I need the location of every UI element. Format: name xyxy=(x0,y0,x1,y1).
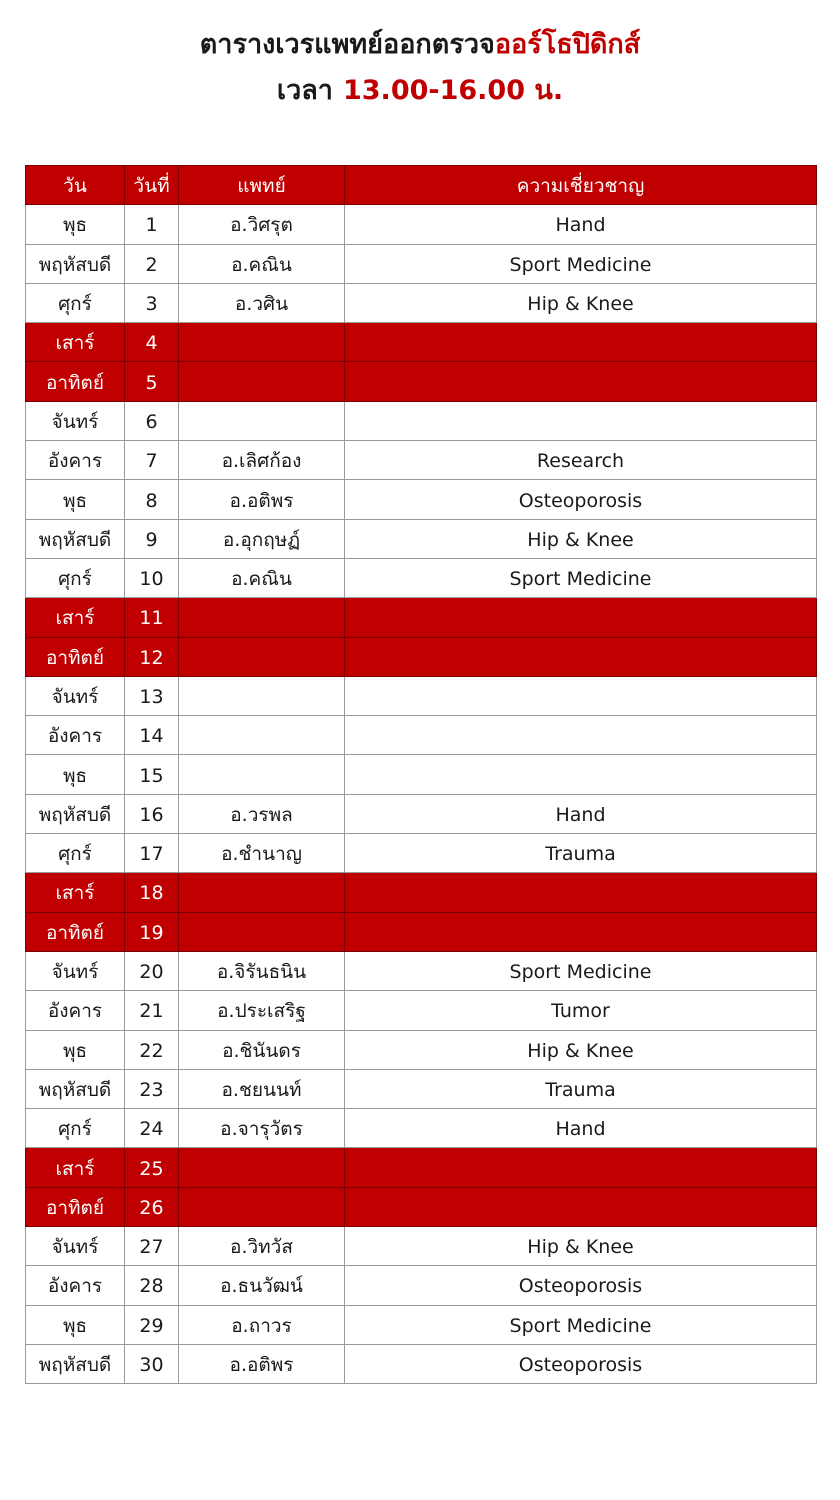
table-row xyxy=(26,1109,817,1148)
cell-doctor xyxy=(179,1187,345,1226)
cell-date: 11 xyxy=(125,598,179,637)
cell-date: 22 xyxy=(125,1030,179,1069)
cell-date: 14 xyxy=(125,716,179,755)
table-row-weekend xyxy=(26,637,817,676)
cell-specialty: Hand xyxy=(345,794,817,833)
cell-day: พุธ xyxy=(26,480,125,519)
table-row xyxy=(26,991,817,1030)
table-row xyxy=(26,244,817,283)
cell-date: 17 xyxy=(125,834,179,873)
cell-doctor: อ.จิรันธนิน xyxy=(179,951,345,990)
cell-specialty: Hand xyxy=(345,205,817,244)
cell-specialty: Research xyxy=(345,441,817,480)
schedule-title xyxy=(0,22,840,114)
table-row-weekend xyxy=(26,1187,817,1226)
table-row xyxy=(26,1266,817,1305)
table-row xyxy=(26,1227,817,1266)
cell-day: พฤหัสบดี xyxy=(26,1069,125,1108)
cell-day: พฤหัสบดี xyxy=(26,244,125,283)
cell-date: 21 xyxy=(125,991,179,1030)
cell-day: พุธ xyxy=(26,1030,125,1069)
cell-specialty xyxy=(345,362,817,401)
table-row-weekend xyxy=(26,323,817,362)
time-label: เวลา xyxy=(276,75,333,106)
table-row xyxy=(26,519,817,558)
cell-specialty: Tumor xyxy=(345,991,817,1030)
cell-day: พฤหัสบดี xyxy=(26,794,125,833)
cell-doctor xyxy=(179,1148,345,1187)
cell-date: 23 xyxy=(125,1069,179,1108)
cell-day: อังคาร xyxy=(26,991,125,1030)
table-body xyxy=(26,205,817,1384)
cell-date: 5 xyxy=(125,362,179,401)
cell-date: 24 xyxy=(125,1109,179,1148)
cell-date: 27 xyxy=(125,1227,179,1266)
cell-day: อาทิตย์ xyxy=(26,637,125,676)
cell-doctor: อ.วศิน xyxy=(179,283,345,322)
table-row xyxy=(26,558,817,597)
cell-specialty: Osteoporosis xyxy=(345,480,817,519)
cell-specialty xyxy=(345,1187,817,1226)
cell-doctor xyxy=(179,873,345,912)
cell-specialty xyxy=(345,598,817,637)
header-date: วันที่ xyxy=(125,166,179,205)
cell-doctor: อ.ชำนาญ xyxy=(179,834,345,873)
cell-specialty: Osteoporosis xyxy=(345,1344,817,1383)
cell-date: 8 xyxy=(125,480,179,519)
cell-doctor: อ.อติพร xyxy=(179,480,345,519)
cell-day: เสาร์ xyxy=(26,598,125,637)
cell-specialty: Osteoporosis xyxy=(345,1266,817,1305)
title-text: ตารางเวรแพทย์ออกตรวจ xyxy=(199,29,495,60)
cell-date: 28 xyxy=(125,1266,179,1305)
cell-doctor xyxy=(179,755,345,794)
cell-specialty xyxy=(345,323,817,362)
cell-date: 6 xyxy=(125,401,179,440)
cell-day: อาทิตย์ xyxy=(26,362,125,401)
table-row-weekend xyxy=(26,362,817,401)
header-row xyxy=(26,166,817,205)
cell-specialty: Hip & Knee xyxy=(345,519,817,558)
header-specialty: ความเชี่ยวชาญ xyxy=(345,166,817,205)
cell-day: ศุกร์ xyxy=(26,283,125,322)
cell-date: 12 xyxy=(125,637,179,676)
cell-specialty xyxy=(345,637,817,676)
cell-doctor xyxy=(179,323,345,362)
cell-doctor xyxy=(179,598,345,637)
cell-doctor: อ.วิทวัส xyxy=(179,1227,345,1266)
cell-day: จันทร์ xyxy=(26,676,125,715)
title-department: ออร์โธปิดิกส์ xyxy=(494,29,641,60)
table-row-weekend xyxy=(26,912,817,951)
schedule-table xyxy=(25,165,817,1384)
cell-specialty xyxy=(345,401,817,440)
cell-specialty xyxy=(345,873,817,912)
cell-specialty: Hand xyxy=(345,1109,817,1148)
cell-date: 30 xyxy=(125,1344,179,1383)
cell-date: 4 xyxy=(125,323,179,362)
cell-date: 2 xyxy=(125,244,179,283)
cell-doctor xyxy=(179,676,345,715)
cell-date: 13 xyxy=(125,676,179,715)
cell-day: พุธ xyxy=(26,205,125,244)
table-row-weekend xyxy=(26,1148,817,1187)
cell-date: 9 xyxy=(125,519,179,558)
cell-specialty: Sport Medicine xyxy=(345,558,817,597)
table-row xyxy=(26,794,817,833)
cell-doctor: อ.ชินันดร xyxy=(179,1030,345,1069)
cell-doctor: อ.ธนวัฒน์ xyxy=(179,1266,345,1305)
cell-doctor xyxy=(179,716,345,755)
table-row xyxy=(26,834,817,873)
time-range: 13.00-16.00 น. xyxy=(342,75,564,106)
cell-specialty: Trauma xyxy=(345,1069,817,1108)
cell-date: 25 xyxy=(125,1148,179,1187)
cell-day: อาทิตย์ xyxy=(26,1187,125,1226)
title-line-1 xyxy=(0,22,840,68)
table-row-weekend xyxy=(26,873,817,912)
cell-date: 10 xyxy=(125,558,179,597)
cell-day: เสาร์ xyxy=(26,873,125,912)
cell-day: อังคาร xyxy=(26,441,125,480)
header-doctor: แพทย์ xyxy=(179,166,345,205)
table-row xyxy=(26,1069,817,1108)
table-header xyxy=(26,166,817,205)
cell-specialty xyxy=(345,676,817,715)
cell-day: เสาร์ xyxy=(26,323,125,362)
cell-date: 18 xyxy=(125,873,179,912)
cell-day: ศุกร์ xyxy=(26,558,125,597)
cell-date: 1 xyxy=(125,205,179,244)
cell-day: จันทร์ xyxy=(26,1227,125,1266)
cell-doctor: อ.วรพล xyxy=(179,794,345,833)
cell-doctor: อ.ประเสริฐ xyxy=(179,991,345,1030)
cell-doctor: อ.คณิน xyxy=(179,558,345,597)
cell-specialty: Hip & Knee xyxy=(345,1030,817,1069)
table-row xyxy=(26,283,817,322)
table-row xyxy=(26,441,817,480)
table-row xyxy=(26,951,817,990)
cell-day: เสาร์ xyxy=(26,1148,125,1187)
cell-doctor xyxy=(179,637,345,676)
table-row xyxy=(26,755,817,794)
table-row xyxy=(26,480,817,519)
cell-doctor: อ.ชยนนท์ xyxy=(179,1069,345,1108)
table-row xyxy=(26,1344,817,1383)
cell-specialty: Trauma xyxy=(345,834,817,873)
cell-doctor: อ.วิศรุต xyxy=(179,205,345,244)
cell-doctor xyxy=(179,362,345,401)
cell-date: 26 xyxy=(125,1187,179,1226)
cell-specialty: Hip & Knee xyxy=(345,1227,817,1266)
cell-specialty xyxy=(345,716,817,755)
cell-specialty xyxy=(345,1148,817,1187)
cell-specialty: Sport Medicine xyxy=(345,244,817,283)
table-row-weekend xyxy=(26,598,817,637)
cell-date: 3 xyxy=(125,283,179,322)
table-row xyxy=(26,205,817,244)
cell-date: 20 xyxy=(125,951,179,990)
cell-doctor: อ.คณิน xyxy=(179,244,345,283)
cell-specialty: Sport Medicine xyxy=(345,951,817,990)
cell-specialty: Sport Medicine xyxy=(345,1305,817,1344)
cell-doctor: อ.อติพร xyxy=(179,1344,345,1383)
cell-date: 29 xyxy=(125,1305,179,1344)
cell-doctor xyxy=(179,401,345,440)
cell-day: จันทร์ xyxy=(26,401,125,440)
cell-day: อังคาร xyxy=(26,1266,125,1305)
cell-doctor: อ.จารุวัตร xyxy=(179,1109,345,1148)
cell-day: อังคาร xyxy=(26,716,125,755)
cell-day: ศุกร์ xyxy=(26,1109,125,1148)
cell-doctor xyxy=(179,912,345,951)
table-row xyxy=(26,1305,817,1344)
table-row xyxy=(26,401,817,440)
cell-day: ศุกร์ xyxy=(26,834,125,873)
table-row xyxy=(26,716,817,755)
cell-date: 15 xyxy=(125,755,179,794)
cell-day: พฤหัสบดี xyxy=(26,519,125,558)
cell-doctor: อ.อุกฤษฏ์ xyxy=(179,519,345,558)
cell-day: พุธ xyxy=(26,1305,125,1344)
header-day: วัน xyxy=(26,166,125,205)
table-row xyxy=(26,676,817,715)
cell-day: พุธ xyxy=(26,755,125,794)
cell-day: อาทิตย์ xyxy=(26,912,125,951)
cell-doctor: อ.ถาวร xyxy=(179,1305,345,1344)
cell-doctor: อ.เลิศก้อง xyxy=(179,441,345,480)
cell-day: จันทร์ xyxy=(26,951,125,990)
cell-date: 19 xyxy=(125,912,179,951)
title-line-2 xyxy=(0,68,840,114)
cell-specialty xyxy=(345,912,817,951)
table-row xyxy=(26,1030,817,1069)
cell-specialty: Hip & Knee xyxy=(345,283,817,322)
cell-specialty xyxy=(345,755,817,794)
cell-date: 16 xyxy=(125,794,179,833)
cell-date: 7 xyxy=(125,441,179,480)
cell-day: พฤหัสบดี xyxy=(26,1344,125,1383)
